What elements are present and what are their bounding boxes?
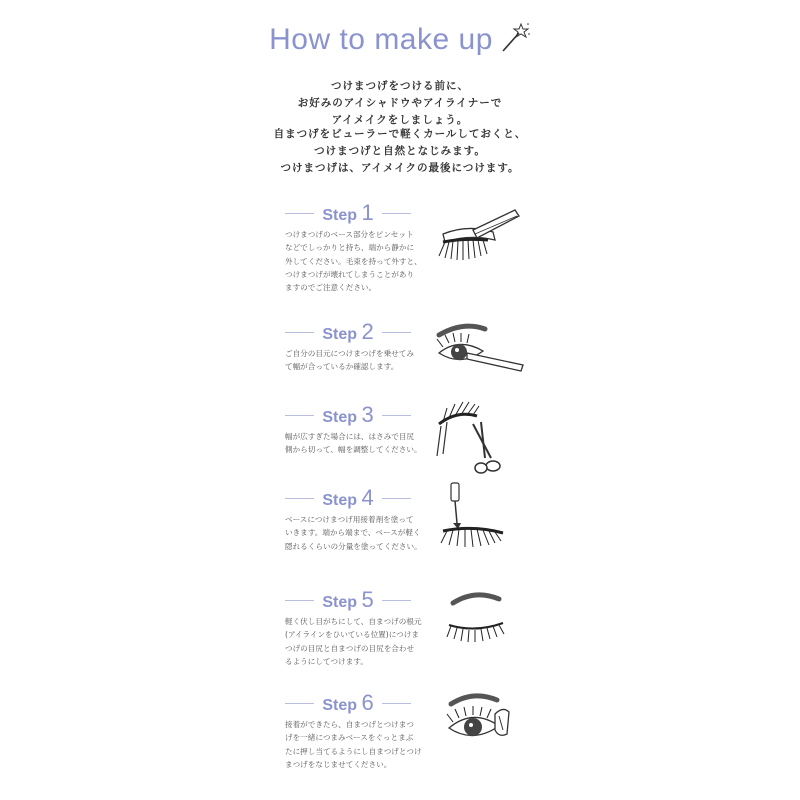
intro-line: アイメイクをしましょう。 xyxy=(331,114,469,126)
step-number: 3 xyxy=(361,402,374,427)
open-eye-press-icon xyxy=(433,684,533,784)
tweezers-lash-icon xyxy=(433,194,533,294)
step-heading xyxy=(285,485,411,511)
step-label: Step xyxy=(322,594,357,611)
step-label: Step xyxy=(322,697,357,714)
step-description: 接着ができたら、自まつげとつけまつ げを一緒につまみベースをぐっとまぶ たに押し当てるようにし自まつげとつけ まつげをなじませてください。 xyxy=(285,720,422,769)
step-4 xyxy=(285,485,775,595)
step-heading xyxy=(285,200,411,226)
step-heading xyxy=(285,319,411,345)
step-5 xyxy=(285,587,775,697)
closed-eye-icon xyxy=(433,581,533,681)
step-number: 2 xyxy=(361,319,374,344)
intro-paragraph-2 xyxy=(0,126,800,177)
step-number: 1 xyxy=(361,200,374,225)
title-row xyxy=(0,18,800,62)
intro-paragraph-1 xyxy=(0,78,800,129)
intro-line: つけまつげと自然となじみます。 xyxy=(314,145,486,157)
intro-line: 自まつげをビューラーで軽くカールしておくと、 xyxy=(273,128,527,140)
intro-line: つけまつげは、アイメイクの最後につけます。 xyxy=(280,162,520,174)
step-6 xyxy=(285,690,775,800)
step-number: 4 xyxy=(361,485,374,510)
step-description: 軽く伏し目がちにして、自まつげの根元 (アイラインをひいている位置)につけま つげの目尻と自まつげの目尻を合わせ るようにしてつけます。 xyxy=(285,617,422,666)
step-number: 6 xyxy=(361,690,374,715)
step-label: Step xyxy=(322,326,357,343)
step-description: 幅が広すぎた場合には、はさみで目尻 側から切って、幅を調整してください。 xyxy=(285,432,422,455)
step-heading xyxy=(285,402,411,428)
step-heading xyxy=(285,587,411,613)
intro-line: つけまつげをつける前に、 xyxy=(331,80,469,92)
step-description: ご自分の目元につけまつげを乗せてみ て幅が合っているか確認します。 xyxy=(285,349,414,372)
step-label: Step xyxy=(322,207,357,224)
step-description: ベースにつけまつげ用接着剤を塗って いきます。端から端まで、ベースが軽く 隠れるくらいの分量を塗ってください。 xyxy=(285,515,422,551)
step-1 xyxy=(285,200,775,310)
step-label: Step xyxy=(322,409,357,426)
step-heading xyxy=(285,690,411,716)
glue-brush-icon xyxy=(433,479,533,579)
step-label: Step xyxy=(322,492,357,509)
step-number: 5 xyxy=(361,587,374,612)
intro-line: お好みのアイシャドウやアイライナーで xyxy=(297,97,503,109)
step-description: つけまつげのベース部分をピンセット などでしっかりと持ち、端から静かに 外してください。毛束を持って外すと、 つけまつげが壊れてしまうことがあり ますのでご注意ください。 xyxy=(285,230,422,293)
magic-wand-icon xyxy=(499,21,531,53)
page-title: How to make up xyxy=(269,23,493,56)
